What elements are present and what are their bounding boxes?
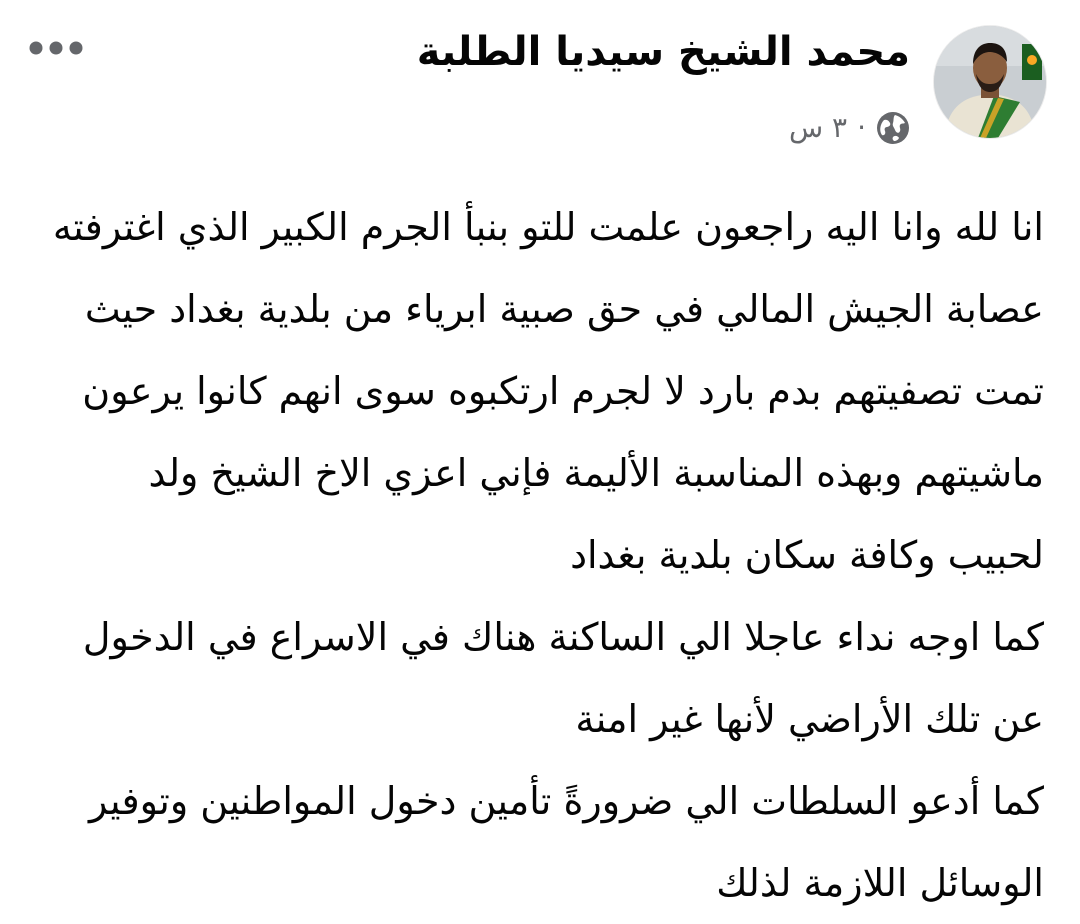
post-text-line: تمت تصفيتهم بدم بارد لا لجرم ارتكبوه سوى انهم كانوا يرعون xyxy=(82,369,1044,413)
post-text-line: كما اوجه نداء عاجلا الي الساكنة هناك في الاسراع في الدخول xyxy=(82,615,1044,659)
post-text-line: انا لله وانا اليه راجعون علمت للتو بنبأ الجرم الكبير الذي اغترفته xyxy=(52,205,1044,249)
post-text-line: الوسائل اللازمة لذلك xyxy=(716,861,1044,905)
privacy-button[interactable] xyxy=(876,111,910,145)
profile-photo-icon xyxy=(934,26,1046,138)
post-text xyxy=(34,186,1044,924)
more-options-icon xyxy=(28,40,84,56)
post-text-line: لحبيب وكافة سكان بلدية بغداد xyxy=(570,533,1044,577)
more-options-button[interactable] xyxy=(26,28,86,68)
post-text-line: عصابة الجيش المالي في حق صبية ابرياء من بلدية بغداد حيث xyxy=(84,287,1044,331)
post-time[interactable]: ٣ س xyxy=(788,111,848,144)
author-avatar[interactable] xyxy=(934,26,1046,138)
post-meta xyxy=(789,110,910,146)
post-text-line: عن تلك الأراضي لأنها غير امنة xyxy=(575,697,1044,741)
author-name[interactable]: محمد الشيخ سيديا الطلبة xyxy=(416,29,910,75)
post-text-line: كما أدعو السلطات الي ضرورةً تأمين دخول المواطنين وتوفير xyxy=(89,779,1044,823)
post-text-line: ماشيتهم وبهذه المناسبة الأليمة فإني اعزي الاخ الشيخ ولد xyxy=(148,451,1044,495)
globe-icon xyxy=(876,111,910,145)
meta-separator: · xyxy=(857,111,866,144)
